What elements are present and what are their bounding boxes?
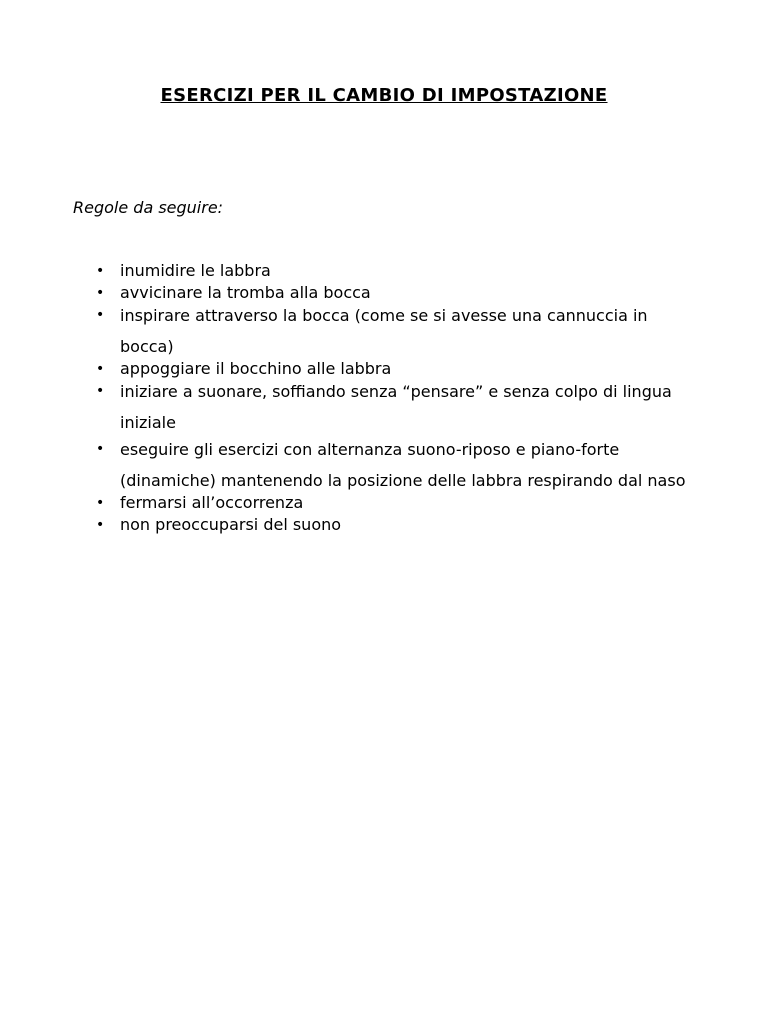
bullet-icon: •: [96, 495, 105, 511]
list-item-text: inumidire le labbra: [120, 261, 271, 280]
list-item: [96, 434, 706, 496]
bullet-icon: •: [96, 361, 105, 377]
bullet-icon: •: [96, 517, 105, 533]
section-heading: Regole da seguire:: [73, 198, 224, 217]
list-item: [96, 492, 706, 514]
bullet-icon: •: [96, 441, 105, 457]
bullet-icon: •: [96, 263, 105, 279]
list-item: [96, 260, 706, 282]
list-item: [96, 514, 706, 536]
list-item-text: eseguire gli esercizi con alternanza suono-riposo e piano-forte (dinamiche) mantenendo la posizione delle labbra respirando dal naso: [120, 440, 686, 490]
list-item-text: avvicinare la tromba alla bocca: [120, 283, 371, 302]
bullet-icon: •: [96, 383, 105, 399]
list-item: [96, 300, 706, 362]
list-item-text: iniziare a suonare, soffiando senza “pensare” e senza colpo di lingua iniziale: [120, 382, 672, 432]
bullet-icon: •: [96, 307, 105, 323]
list-item-text: appoggiare il bocchino alle labbra: [120, 359, 392, 378]
list-item-text: non preoccuparsi del suono: [120, 515, 342, 534]
list-item: [96, 376, 706, 438]
list-item-text: inspirare attraverso la bocca (come se si avesse una cannuccia in bocca): [120, 306, 648, 356]
document-title: ESERCIZI PER IL CAMBIO DI IMPOSTAZIONE: [160, 85, 608, 106]
bullet-icon: •: [96, 285, 105, 301]
rules-list: [96, 260, 706, 536]
list-item-text: fermarsi all’occorrenza: [120, 493, 304, 512]
